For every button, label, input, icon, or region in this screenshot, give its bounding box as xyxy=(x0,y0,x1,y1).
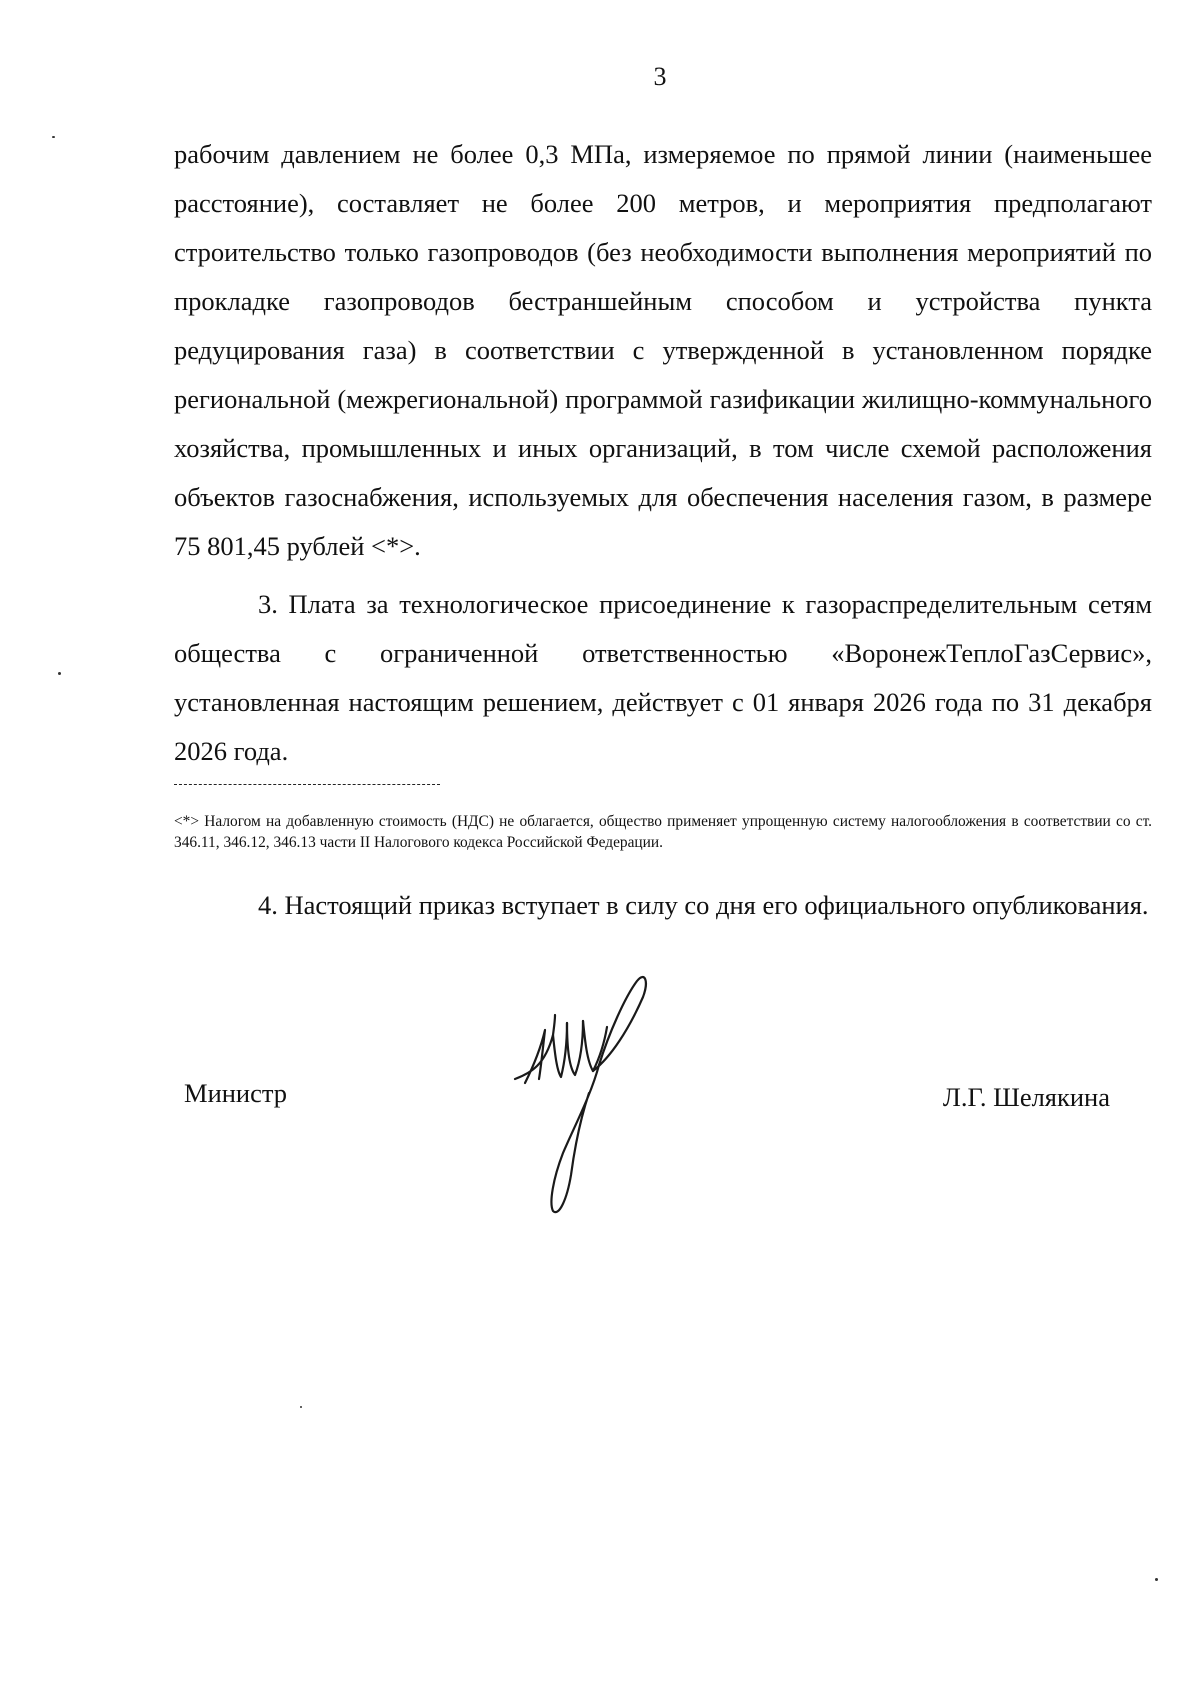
scan-speck xyxy=(1155,1578,1158,1581)
paragraph-continuation: рабочим давлением не более 0,3 МПа, измеряемое по прямой линии (наименьшее расстояние), составляет не более 200 метров, и мероприятия предполагают строительство только газопроводов (без необходимости выполнения мероприятий по прокладке газопроводов бестраншейным способом и устройства пункта редуцирования газа) в соответствии с утвержденной в установленном порядке региональной (межрегиональной) программой газификации жилищно-коммунального хозяйства, промышленных и иных организаций, в том числе схемой расположения объектов газоснабжения, используемых для обеспечения населения газом, в размере 75 801,45 рублей <*>. xyxy=(174,139,1152,561)
scan-speck xyxy=(52,136,55,138)
paragraph-3: 3. Плата за технологическое присоединение к газораспределительным сетям общества с ограниченной ответственностью «ВоронежТеплоГазСервис», установленная настоящим решением, действует с 01 января 2026 года по 31 декабря 2026 года. xyxy=(174,589,1152,766)
paragraph-4: 4. Настоящий приказ вступает в силу со дня его официального опубликования. xyxy=(258,890,1149,920)
handwritten-signature xyxy=(505,975,685,1215)
footnote: <*> Налогом на добавленную стоимость (НДС) не облагается, общество применяет упрощенную систему налогообложения в соответствии со ст. 346.11, 346.12, 346.13 части II Налогового кодекса Российской Федерации. xyxy=(174,813,1152,851)
footnote-separator xyxy=(174,784,440,785)
minister-name: Л.Г. Шелякина xyxy=(942,1082,1110,1112)
scan-speck xyxy=(300,1406,302,1408)
minister-title: Министр xyxy=(184,1078,288,1108)
scan-speck xyxy=(58,672,61,675)
page-number: 3 xyxy=(653,62,667,91)
